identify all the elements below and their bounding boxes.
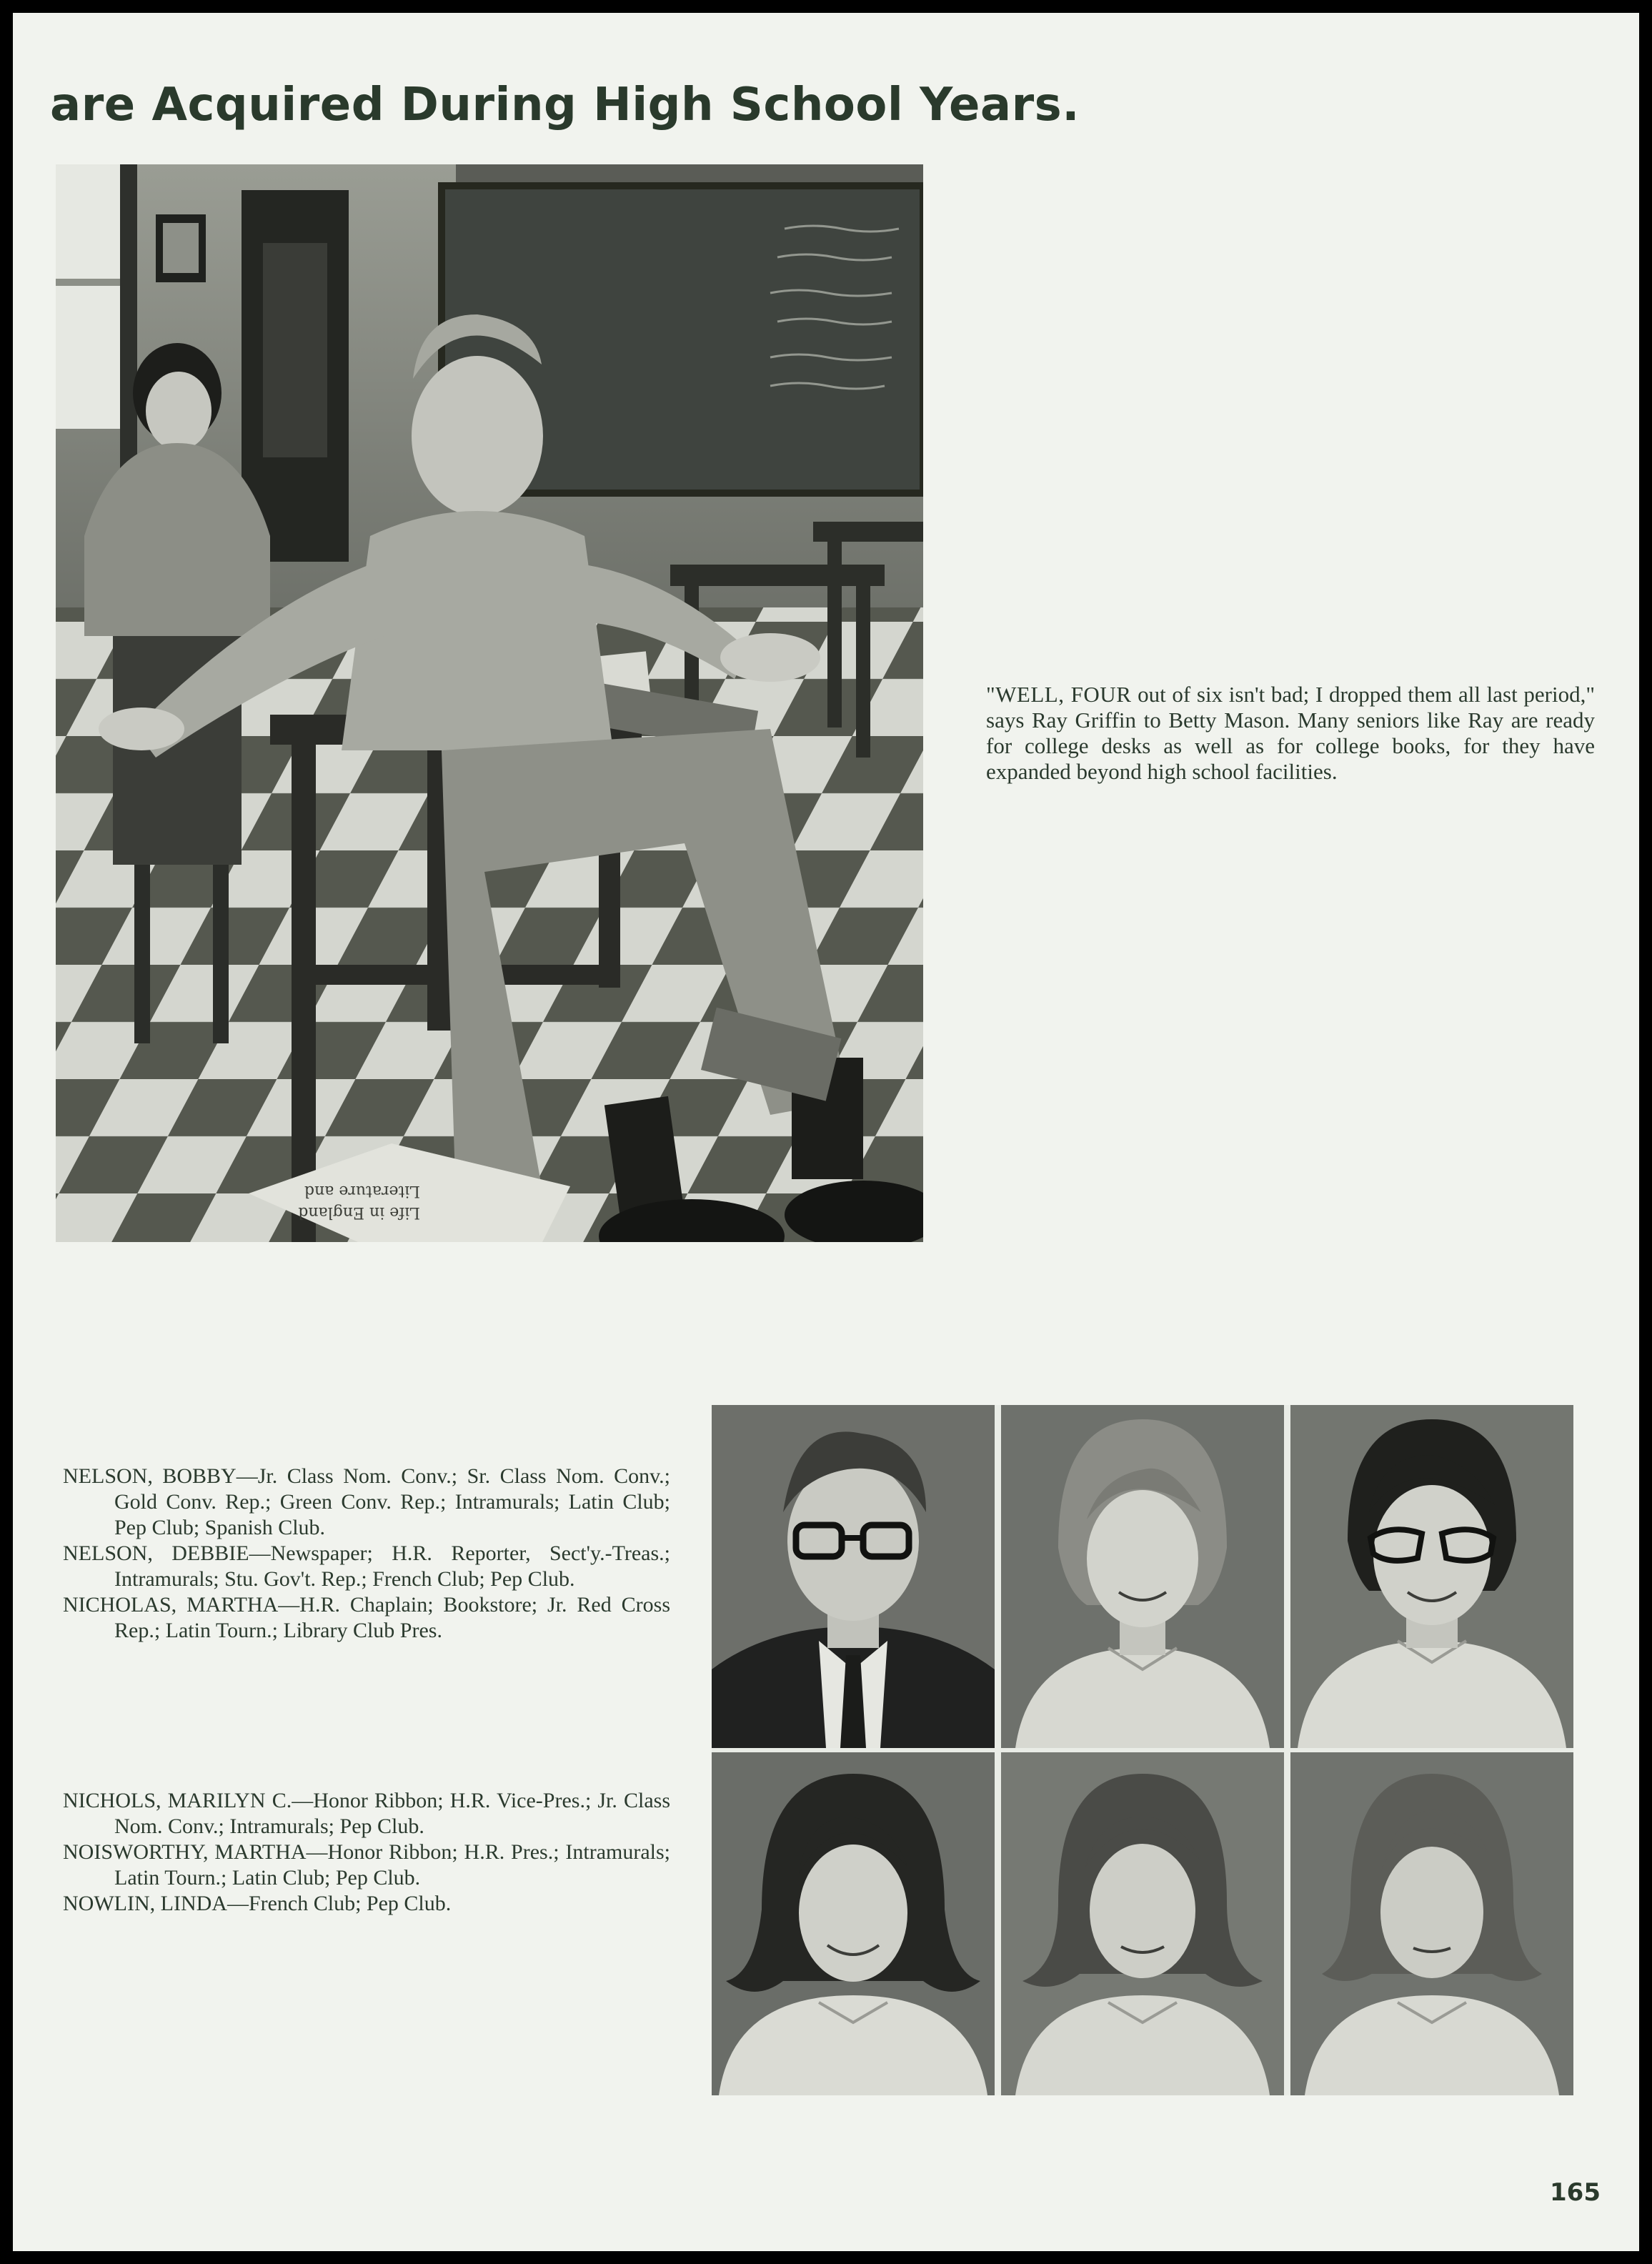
portrait-photo (1290, 1405, 1573, 1748)
portrait-photo (1001, 1752, 1284, 2095)
separator: — (292, 1789, 314, 1812)
portrait-photo (1290, 1752, 1573, 2095)
page-number: 165 (1550, 2178, 1601, 2207)
senior-name: NOISWORTHY, MARTHA (63, 1840, 307, 1864)
page-headline: are Acquired During High School Years. (50, 79, 1080, 131)
separator: — (227, 1892, 249, 1915)
separator: — (278, 1593, 300, 1617)
senior-activities: Newspaper; H.R. Reporter, Sect'y.-Treas.; Intramurals; Stu. Gov't. Rep.; French Club; Pep Club. (114, 1541, 670, 1591)
book-title-line-1: Literature and (304, 1182, 420, 1200)
caption-body: out of six isn't bad; I dropped them all last period," says Ray Griffin to Betty Mason. Many seniors like Ray are ready for college desks as well as for college books, for they have expanded beyond high school facilities. (986, 682, 1595, 784)
classroom-photo (56, 164, 923, 1242)
senior-entry (63, 1464, 670, 1541)
portrait-photo (1001, 1405, 1284, 1748)
senior-entry (63, 1541, 670, 1592)
portrait-grid (712, 1405, 1573, 2095)
caption-lead: "WELL, FOUR (986, 682, 1132, 707)
senior-name: NICHOLAS, MARTHA (63, 1593, 279, 1617)
senior-listing-group-1 (63, 1464, 670, 1644)
senior-entry (63, 1891, 670, 1917)
senior-activities: Honor Ribbon; H.R. Pres.; Intramurals; Latin Tourn.; Latin Club; Pep Club. (114, 1840, 670, 1890)
senior-entry (63, 1592, 670, 1644)
senior-activities: H.R. Chaplain; Bookstore; Jr. Red Cross Rep.; Latin Tourn.; Library Club Pres. (114, 1593, 671, 1642)
senior-entry (63, 1788, 670, 1840)
portrait-photo (712, 1752, 995, 2095)
photo-caption (986, 682, 1595, 785)
senior-entry (63, 1840, 670, 1891)
senior-activities: Honor Ribbon; H.R. Vice-Pres.; Jr. Class Nom. Conv.; Intramurals; Pep Club. (114, 1789, 670, 1838)
senior-name: NICHOLS, MARILYN C. (63, 1789, 292, 1812)
portrait-photo (712, 1405, 995, 1748)
separator: — (236, 1464, 258, 1488)
senior-name: NELSON, BOBBY (63, 1464, 237, 1488)
senior-activities: French Club; Pep Club. (248, 1892, 452, 1915)
book-title-line-2: Life in England (298, 1203, 420, 1221)
separator: — (306, 1840, 328, 1864)
senior-listing-group-2 (63, 1788, 670, 1917)
senior-name: NELSON, DEBBIE (63, 1541, 249, 1565)
separator: — (249, 1541, 271, 1565)
senior-name: NOWLIN, LINDA (63, 1892, 227, 1915)
senior-activities: Jr. Class Nom. Conv.; Sr. Class Nom. Conv.; Gold Conv. Rep.; Green Conv. Rep.; Intramurals; Latin Club; Pep Club; Spanish Club. (114, 1464, 670, 1539)
yearbook-page (13, 13, 1639, 2251)
